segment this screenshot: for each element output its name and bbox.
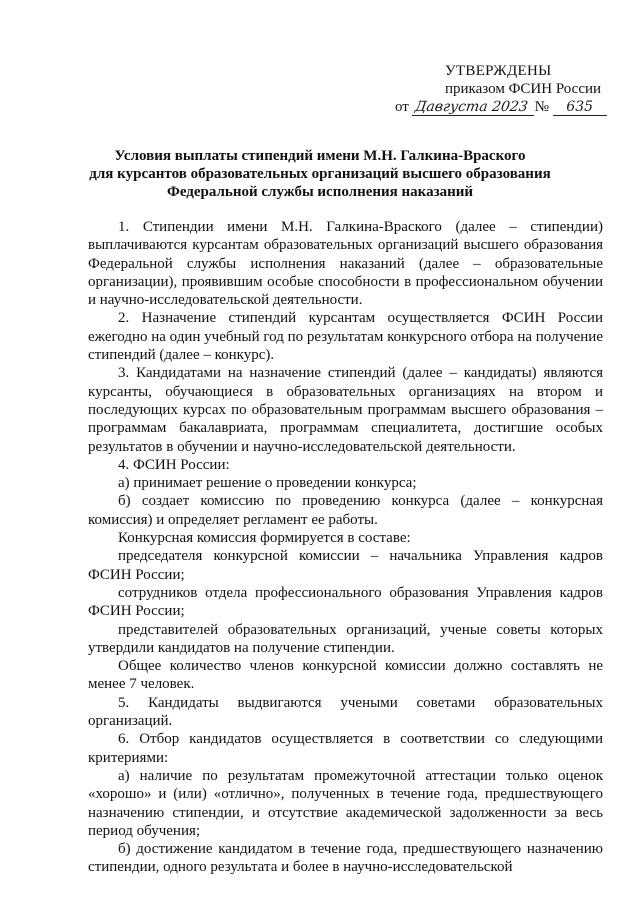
paragraph-6b: б) достижение кандидатом в течение года, предшествующего назначению стипендии, одного результата и более в научно-исследовательской — [88, 841, 603, 876]
commission-composition: Конкурсная комиссия формируется в составе: — [118, 530, 411, 547]
paragraph-2: 2. Назначение стипендий курсантам осуществляется ФСИН России ежегодно на один учебный год по результатам конкурсного отбора на получение стипендий (далее – конкурс). — [88, 310, 603, 364]
title-line-1: Условия выплаты стипендий имени М.Н. Галкина-Враского — [114, 148, 526, 164]
handwritten-date: Давгуста 2023 — [411, 99, 535, 116]
handwritten-order-number: 635 — [553, 99, 607, 116]
paragraph-4a: а) принимает решение о проведении конкурса; — [118, 475, 417, 492]
commission-representatives: представителей образовательных организаций, ученые советы которых утвердили кандидатов на получение стипендии. — [88, 621, 603, 656]
order-reference: приказом ФСИН России — [445, 81, 602, 97]
approved-heading: УТВЕРЖДЕНЫ — [445, 63, 552, 79]
order-date-number-row — [395, 98, 620, 116]
paragraph-3: 3. Кандидатами на назначение стипендий (далее – кандидаты) являются курсанты, обучающиеся в образовательных организациях на втором и последующих курсах по образовательным программам высшего образования – программам бакалавриата, программам специалитета, достигшие особых результатов в обучении и научно-исследовательской деятельности. — [88, 365, 603, 455]
paragraph-1: 1. Стипендии имени М.Н. Галкина-Враского (далее – стипендии) выплачиваются курсантам образовательных организаций высшего образования Федеральной службы исполнения наказаний (далее – образовательные организации), проявившим особые способности в профессиональном обучении и научно-исследовательской деятельности. — [88, 219, 603, 309]
title-line-2: для курсантов образовательных организаций высшего образования — [89, 166, 551, 182]
document-body — [88, 218, 603, 877]
number-sign: № — [534, 99, 549, 115]
from-prefix: от — [395, 99, 409, 115]
paragraph-4b: б) создает комиссию по проведению конкурса (далее – конкурсная комиссия) и определяет регламент ее работы. — [88, 493, 603, 528]
commission-staff: сотрудников отдела профессионального образования Управления кадров ФСИН России; — [88, 584, 603, 620]
approval-block — [395, 62, 620, 116]
paragraph-6a: а) наличие по результатам промежуточной аттестации только оценок «хорошо» и (или) «отлично», полученных в течение года, предшествующего назначению стипендии, и отсутствие академической задолженности за весь период обучения; — [88, 767, 603, 839]
paragraph-5: 5. Кандидаты выдвигаются учеными советами образовательных организаций. — [88, 694, 603, 730]
title-line-3: Федеральной службы исполнения наказаний — [166, 184, 474, 200]
commission-chair: председателя конкурсной комиссии – начальника Управления кадров ФСИН России; — [88, 548, 603, 583]
paragraph-6: 6. Отбор кандидатов осуществляется в соответствии со следующими критериями: — [88, 731, 603, 766]
paragraph-4: 4. ФСИН России: — [118, 456, 230, 473]
commission-size: Общее количество членов конкурсной комиссии должно составлять не менее 7 человек. — [88, 658, 603, 693]
document-title — [40, 147, 600, 201]
